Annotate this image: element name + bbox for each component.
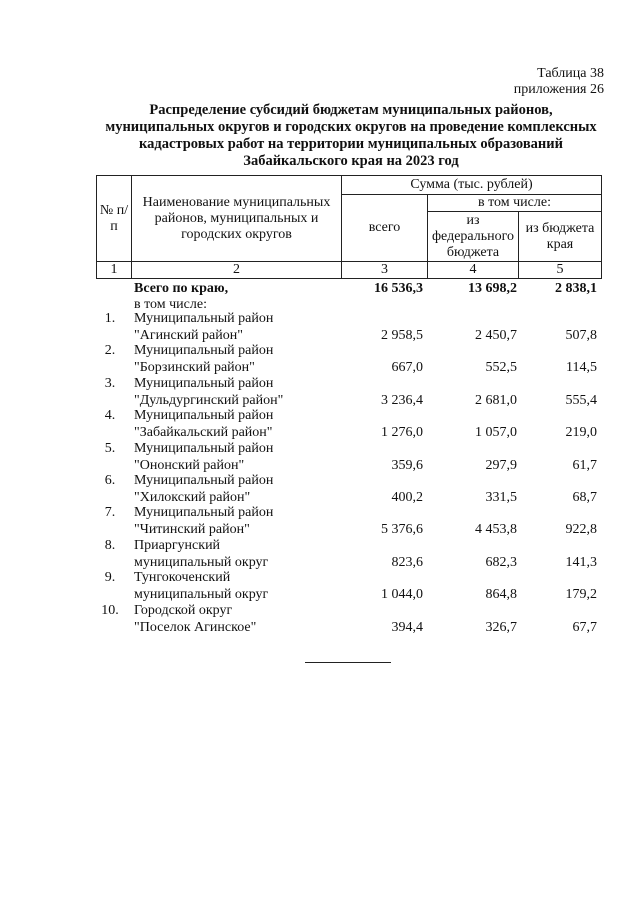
row-federal: 682,3	[485, 554, 517, 570]
row-number: 7.	[104, 505, 116, 521]
header-sum: Сумма (тыс. рублей)	[342, 176, 602, 195]
row-total: 394,4	[391, 619, 423, 635]
row-total: 667,0	[391, 360, 423, 376]
table-reference	[514, 66, 604, 98]
total-federal: 13 698,2	[468, 281, 517, 296]
table-body	[96, 281, 606, 635]
row-regional: 179,2	[565, 587, 597, 603]
row-federal: 2 681,0	[475, 392, 517, 408]
row-total: 1 276,0	[381, 425, 423, 441]
row-name-line2: "Агинский район"	[134, 328, 243, 343]
row-total: 823,6	[391, 554, 423, 570]
row-federal: 4 453,8	[475, 522, 517, 538]
row-name-line2: "Забайкальский район"	[134, 425, 273, 441]
row-regional: 68,7	[572, 490, 597, 505]
header-number: № п/п	[97, 176, 132, 262]
table-row	[96, 408, 606, 473]
row-name-line2: муниципальный округ	[134, 554, 269, 570]
header-regional: из бюджета края	[519, 212, 602, 262]
row-name-line1: Муниципальный район	[134, 440, 274, 456]
row-regional: 922,8	[565, 522, 597, 538]
row-name-line1: Муниципальный район	[134, 408, 274, 424]
row-name-line2: "Дульдургинский район"	[134, 392, 284, 408]
row-regional: 141,3	[565, 554, 597, 570]
row-total: 400,2	[391, 490, 423, 505]
table-row	[96, 375, 606, 441]
row-regional: 555,4	[565, 392, 597, 408]
row-federal: 326,7	[485, 619, 517, 635]
row-name-line2: "Поселок Агинское"	[134, 619, 257, 635]
row-number: 6.	[104, 473, 116, 488]
row-regional: 114,5	[566, 360, 597, 376]
appendix-label: приложения 26	[513, 82, 604, 97]
row-name-line1: Муниципальный район	[134, 343, 274, 359]
row-regional: 61,7	[572, 457, 597, 473]
row-name-line1: Приаргунский	[134, 537, 221, 553]
row-name-line2: "Читинский район"	[134, 522, 250, 538]
row-federal: 297,9	[485, 457, 517, 473]
header-total: всего	[342, 195, 428, 262]
row-number: 10.	[101, 602, 119, 618]
row-name-line2: муниципальный округ	[134, 587, 269, 603]
row-number: 1.	[104, 311, 116, 326]
row-number: 3.	[104, 375, 116, 391]
row-total: 3 236,4	[381, 392, 423, 408]
column-index: 5	[519, 262, 602, 279]
row-total: 5 376,6	[381, 522, 423, 538]
row-name-line2: "Ононский район"	[134, 457, 245, 473]
row-name-line1: Городской округ	[134, 602, 233, 618]
total-label: Всего по краю,	[134, 281, 229, 296]
table-row	[96, 440, 606, 505]
column-index: 4	[428, 262, 519, 279]
column-index: 3	[342, 262, 428, 279]
table-row	[96, 310, 606, 376]
table-label: Таблица 38	[537, 66, 604, 81]
row-name-line2: "Борзинский район"	[134, 360, 255, 376]
column-index: 2	[132, 262, 342, 279]
table-row	[96, 570, 606, 635]
row-regional: 67,7	[572, 619, 597, 635]
row-federal: 552,5	[485, 360, 517, 376]
row-name-line1: Тунгокоченский	[134, 570, 231, 586]
table-row	[96, 278, 606, 343]
row-total: 2 958,5	[381, 328, 423, 343]
column-index: 1	[97, 262, 132, 279]
table-row	[96, 537, 606, 603]
table-row	[96, 472, 606, 538]
header-name: Наименование муниципальных районов, муниципальных и городских округов	[132, 176, 342, 262]
row-name-line1: Муниципальный район	[134, 473, 274, 488]
row-name-line1: Муниципальный район	[134, 375, 274, 391]
row-federal: 864,8	[485, 587, 517, 603]
row-regional: 507,8	[565, 328, 597, 343]
row-total: 1 044,0	[381, 587, 423, 603]
row-name-line2: "Хилокский район"	[134, 490, 251, 505]
total-sum: 16 536,3	[374, 281, 423, 296]
table-header	[96, 175, 602, 279]
row-federal: 1 057,0	[475, 425, 517, 441]
row-regional: 219,0	[565, 425, 597, 441]
including-label: в том числе:	[134, 297, 207, 312]
row-name-line1: Муниципальный район	[134, 311, 274, 326]
table-row	[96, 343, 606, 408]
row-number: 8.	[104, 537, 116, 553]
row-number: 4.	[104, 408, 116, 424]
row-federal: 331,5	[485, 490, 517, 505]
row-name-line1: Муниципальный район	[134, 505, 274, 521]
row-number: 9.	[104, 570, 116, 586]
closing-rule	[305, 662, 391, 663]
row-federal: 2 450,7	[475, 328, 517, 343]
row-number: 2.	[104, 343, 116, 359]
row-number: 5.	[104, 440, 116, 456]
table-row	[96, 505, 606, 570]
document-title: Распределение субсидий бюджетам муниципальных районов, муниципальных округов и городских округов на проведение комплексных кадастровых работ на территории муниципальных образований Забайкальского края на 2023 год	[105, 102, 597, 169]
row-total: 359,6	[391, 457, 423, 473]
header-including: в том числе:	[428, 195, 602, 212]
header-federal: из федерального бюджета	[428, 212, 519, 262]
total-regional: 2 838,1	[555, 281, 597, 296]
